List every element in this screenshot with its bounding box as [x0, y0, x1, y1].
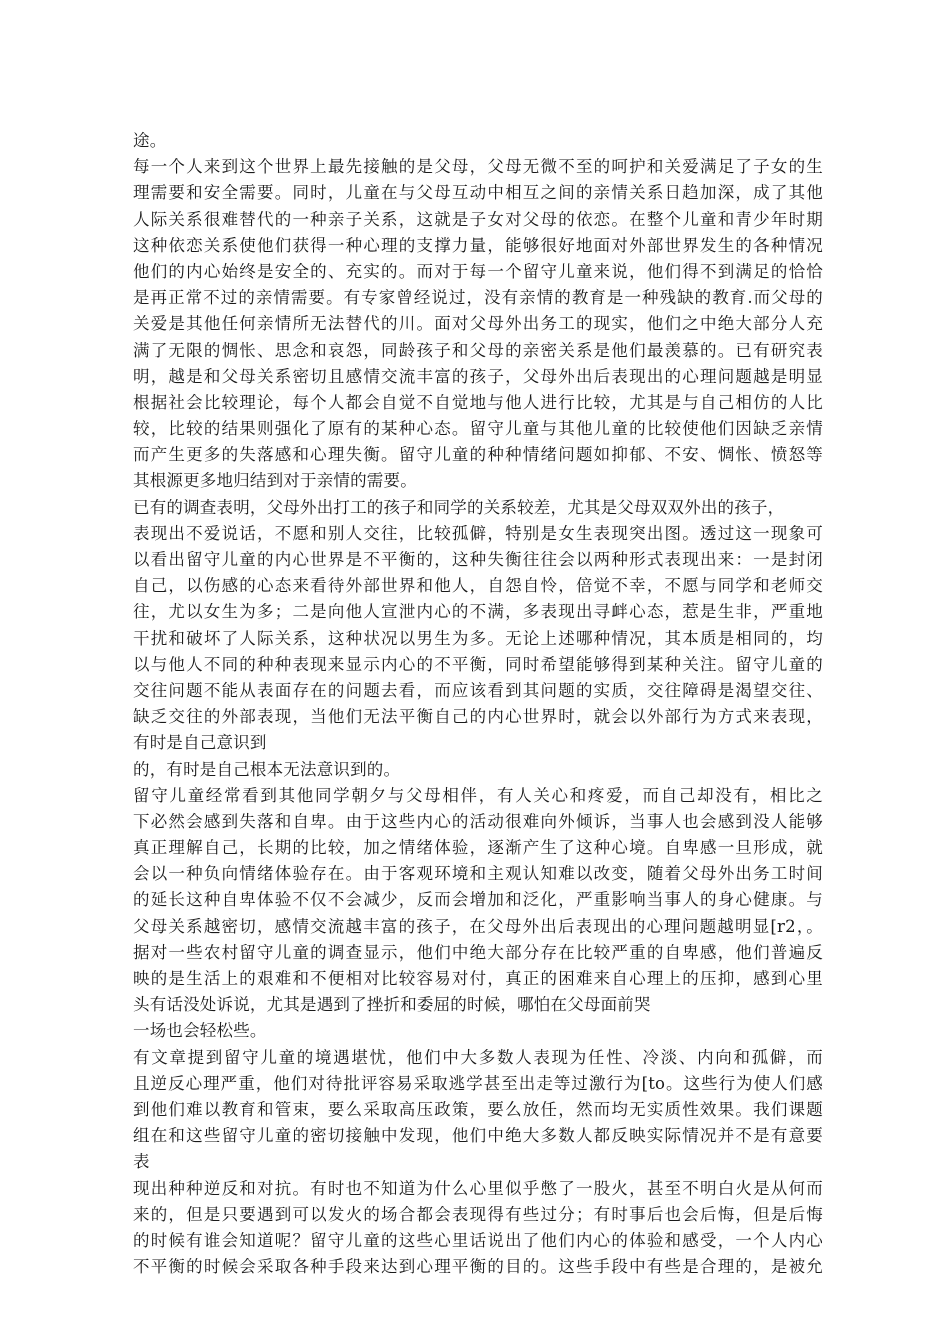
text-line: 不平衡的时候会采取各种手段来达到心理平衡的目的。这些手段中有些是合理的，是被允	[133, 1257, 823, 1277]
document-body	[133, 128, 823, 1280]
text-line: 的时候有谁会知道呢？留守儿童的这些心里话说出了他们内心的体验和感受，一个人内心	[133, 1230, 823, 1250]
text-line: 每一个人来到这个世界上最先接触的是父母，父母无微不至的呵护和关爱满足了子女的生	[133, 157, 823, 177]
text-line: 父母关系越密切，感情交流越丰富的孩子，在父母外出后表现出的心理问题越明显[r2，。	[133, 916, 823, 936]
text-line: 根据社会比较理论，每个人都会自觉不自觉地与他人进行比较，尤其是与自己相仿的人比	[133, 392, 823, 412]
text-line: 是再正常不过的亲情需要。有专家曾经说过，没有亲情的教育是一种残缺的教育.而父母的	[133, 288, 823, 308]
text-line: 表	[133, 1152, 150, 1172]
text-line: 他们的内心始终是安全的、充实的。而对于每一个留守儿童来说，他们得不到满足的恰恰	[133, 261, 823, 281]
text-line: 以与他人不同的种种表现来显示内心的不平衡，同时希望能够得到某种关注。留守儿童的	[133, 654, 823, 674]
text-line: 满了无限的惆怅、思念和哀怨，同龄孩子和父母的亲密关系是他们最羡慕的。已有研究表	[133, 340, 823, 360]
text-line: 关爱是其他任何亲情所无法替代的川。面对父母外出务工的现实，他们之中绝大部分人充	[133, 314, 823, 334]
text-line: 的，有时是自己根本无法意识到的。	[133, 759, 401, 779]
text-line: 映的是生活上的艰难和不便相对比较容易对付，真正的困难来自心理上的压抑，感到心里	[133, 969, 823, 988]
text-line: 的延长这种自卑体验不仅不会减少，反而会增加和泛化，严重影响当事人的身心健康。与	[133, 890, 823, 910]
text-line: 较，比较的结果则强化了原有的某种心态。留守儿童与其他儿童的比较使他们因缺乏亲情	[133, 419, 823, 439]
text-line: 据对一些农村留守儿童的调查显示，他们中绝大部分存在比较严重的自卑感，他们普遍反	[133, 942, 823, 962]
text-line: 其根源更多地归结到对于亲情的需要。	[133, 471, 417, 491]
text-line: 交往问题不能从表面存在的问题去看，而应该看到其问题的实质，交往障碍是渴望交往、	[133, 680, 823, 700]
text-line: 途。	[133, 131, 167, 150]
text-line: 会以一种负向情绪体验存在。由于客观环境和主观认知难以改变，随着父母外出务工时间	[133, 864, 823, 884]
text-line: 现出种种逆反和对抗。有时也不知道为什么心里似乎憋了一股火，甚至不明白火是从何而	[133, 1178, 823, 1198]
text-line: 人际关系很难替代的一种亲子关系，这就是子女对父母的依恋。在整个儿童和青少年时期	[133, 209, 823, 229]
text-line: 组在和这些留守儿童的密切接触中发现，他们中绝大多数人都反映实际情况并不是有意要	[133, 1126, 823, 1146]
text-line: 一场也会轻松些。	[133, 1021, 267, 1041]
text-line: 已有的调查表明，父母外出打工的孩子和同学的关系较差，尤其是父母双双外出的孩子，	[133, 497, 785, 517]
text-line: 留守儿童经常看到其他同学朝夕与父母相伴，有人关心和疼爱，而自己却没有，相比之	[133, 785, 823, 805]
text-line: 干扰和破坏了人际关系，这种状况以男生为多。无论上述哪种情况，其本质是相同的，均	[133, 628, 823, 648]
text-line: 自己，以伤感的心态来看待外部世界和他人，自怨自怜，倍觉不幸，不愿与同学和老师交	[133, 576, 823, 596]
text-line: 头有话没处诉说，尤其是遇到了挫折和委屈的时候，哪怕在父母面前哭	[133, 995, 651, 1015]
text-line: 真正理解自己，长期的比较，加之情绪体验，逐渐产生了这种心境。自卑感一旦形成，就	[133, 838, 823, 858]
text-line: 有文章提到留守儿童的境遇堪忧，他们中大多数人表现为任性、冷淡、内向和孤僻，而	[133, 1047, 823, 1067]
text-line: 明，越是和父母关系密切且感情交流丰富的孩子，父母外出后表现出的心理问题越是明显	[133, 366, 823, 386]
text-line: 往，尤以女生为多；二是向他人宣泄内心的不满，多表现出寻衅心态，惹是生非，严重地	[133, 602, 823, 622]
text-line: 下必然会感到失落和自卑。由于这些内心的活动很难向外倾诉，当事人也会感到没人能够	[133, 811, 823, 831]
text-line: 且逆反心理严重，他们对待批评容易采取逃学甚至出走等过激行为[to。这些行为使人们感	[133, 1073, 823, 1093]
text-line: 缺乏交往的外部表现，当他们无法平衡自己的内心世界时，就会以外部行为方式来表现，	[133, 707, 823, 727]
text-line: 来的，但是只要遇到可以发火的场合都会表现得有些过分；有时事后也会后悔，但是后悔	[133, 1204, 823, 1224]
text-line: 以看出留守儿童的内心世界是不平衡的，这种失衡往往会以两种形式表现出来：一是封闭	[133, 550, 823, 569]
text-line: 理需要和安全需要。同时，儿童在与父母互动中相互之间的亲情关系日趋加深，成了其他	[133, 183, 823, 203]
text-line: 有时是自己意识到	[133, 733, 267, 753]
text-line: 而产生更多的失落感和心理失衡。留守儿童的种种情绪问题如抑郁、不安、惆怅、愤怒等	[133, 445, 823, 465]
text-line: 表现出不爱说话，不愿和别人交往，比较孤僻，特别是女生表现突出图。透过这一现象可	[133, 523, 823, 543]
text-line: 到他们难以教育和管束，要么采取高压政策，要么放任，然而均无实质性效果。我们课题	[133, 1099, 823, 1119]
text-line: 这种依恋关系使他们获得一种心理的支撑力量，能够很好地面对外部世界发生的各种情况	[133, 235, 823, 255]
